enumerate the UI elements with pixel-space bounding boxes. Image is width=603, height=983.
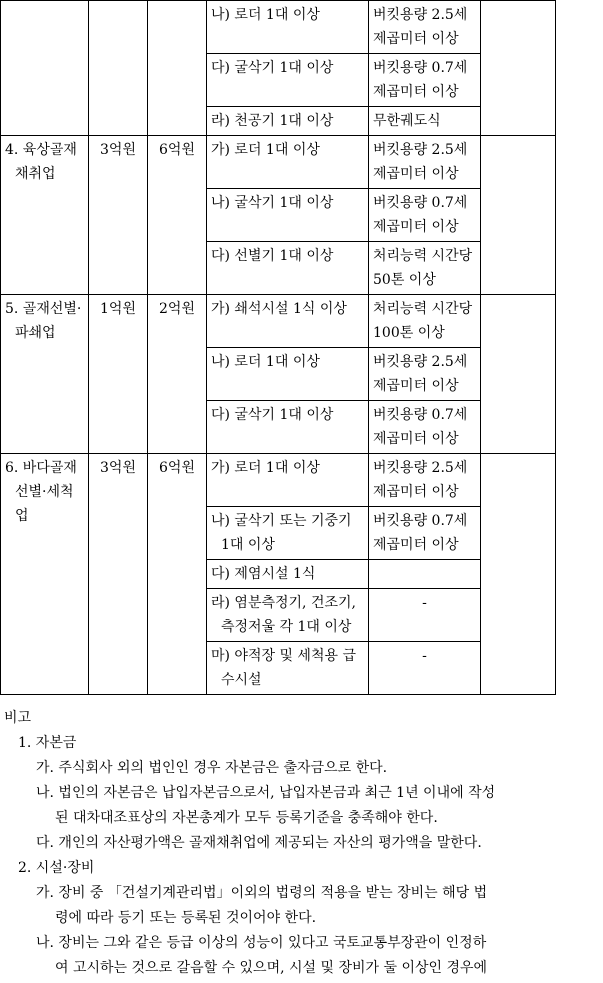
cell-empty	[481, 454, 556, 695]
spec-cell: 처리능력 시간당 100톤 이상	[369, 295, 481, 348]
spec-cell: 버킷용량 0.7세제곱미터 이상	[369, 401, 481, 454]
equipment-cell: 나) 로더 1대 이상	[207, 348, 369, 401]
equipment-cell: 다) 굴삭기 1대 이상	[207, 401, 369, 454]
cell-empty	[148, 1, 207, 136]
spec-cell: 버킷용량 0.7세제곱미터 이상	[369, 189, 481, 242]
spec-cell: 버킷용량 2.5세제곱미터 이상	[369, 1, 481, 54]
business-type-cell: 4. 육상골재채취업	[1, 136, 89, 295]
spec-cell: 무한궤도식	[369, 107, 481, 136]
spec-cell: 버킷용량 2.5세제곱미터 이상	[369, 454, 481, 507]
equipment-cell: 다) 선별기 1대 이상	[207, 242, 369, 295]
equipment-cell: 나) 굴삭기 1대 이상	[207, 189, 369, 242]
note-continuation: 여 고시하는 것으로 갈음할 수 있으며, 시설 및 장비가 둘 이상인 경우에	[55, 960, 488, 976]
table-row	[1, 136, 556, 189]
table-row	[1, 1, 556, 54]
spec-cell: -	[369, 642, 481, 695]
remarks-section	[0, 706, 603, 981]
cell-empty	[89, 1, 148, 136]
spec-cell: 버킷용량 0.7세제곱미터 이상	[369, 507, 481, 560]
spec-cell: 버킷용량 2.5세제곱미터 이상	[369, 348, 481, 401]
capital-corp-cell: 3억원	[89, 136, 148, 295]
equipment-cell: 라) 천공기 1대 이상	[207, 107, 369, 136]
business-type-cell: 5. 골재선별·파쇄업	[1, 295, 89, 454]
cell-empty	[1, 1, 89, 136]
cell-empty	[481, 1, 556, 136]
note-subitem: 나. 법인의 자본금은 납입자본금으로서, 납입자본금과 최근 1년 이내에 작성	[36, 785, 496, 801]
business-type-cell: 6. 바다골재선별·세척업	[1, 454, 89, 695]
table-row	[1, 295, 556, 348]
cell-empty	[481, 295, 556, 454]
equipment-cell: 라) 염분측정기, 건조기, 측정저울 각 1대 이상	[207, 589, 369, 642]
equipment-cell: 마) 야적장 및 세척용 급수시설	[207, 642, 369, 695]
equipment-cell: 가) 로더 1대 이상	[207, 136, 369, 189]
note-subitem: 가. 주식회사 외의 법인인 경우 자본금은 출자금으로 한다.	[36, 760, 388, 776]
note-item: 1. 자본금	[18, 735, 77, 751]
note-continuation: 된 대차대조표상의 자본총계가 모두 등록기준을 충족해야 한다.	[55, 810, 438, 826]
equipment-cell: 다) 굴삭기 1대 이상	[207, 54, 369, 107]
spec-cell	[369, 560, 481, 589]
table-row	[1, 454, 556, 507]
equipment-cell: 가) 쇄석시설 1식 이상	[207, 295, 369, 348]
capital-indiv-cell: 6억원	[148, 136, 207, 295]
capital-corp-cell: 1억원	[89, 295, 148, 454]
spec-cell: 버킷용량 2.5세제곱미터 이상	[369, 136, 481, 189]
capital-indiv-cell: 6억원	[148, 454, 207, 695]
note-item: 2. 시설·장비	[18, 860, 95, 876]
spec-cell: 버킷용량 0.7세제곱미터 이상	[369, 54, 481, 107]
spec-cell: 처리능력 시간당 50톤 이상	[369, 242, 481, 295]
capital-corp-cell: 3억원	[89, 454, 148, 695]
note-continuation: 령에 따라 등기 또는 등록된 것이어야 한다.	[55, 910, 317, 926]
capital-indiv-cell: 2억원	[148, 295, 207, 454]
cell-empty	[481, 136, 556, 295]
equipment-cell: 나) 굴삭기 또는 기중기 1대 이상	[207, 507, 369, 560]
spec-cell: -	[369, 589, 481, 642]
note-subitem: 다. 개인의 자산평가액은 골재채취업에 제공되는 자산의 평가액을 말한다.	[36, 835, 482, 851]
equipment-cell: 나) 로더 1대 이상	[207, 1, 369, 54]
equipment-cell: 가) 로더 1대 이상	[207, 454, 369, 507]
remarks-heading: 비고	[4, 710, 32, 726]
note-subitem: 나. 장비는 그와 같은 등급 이상의 성능이 있다고 국토교통부장관이 인정하	[36, 935, 487, 951]
equipment-cell: 다) 제염시설 1식	[207, 560, 369, 589]
note-subitem: 가. 장비 중 「건설기계관리법」이외의 법령의 적용을 받는 장비는 해당 법	[36, 885, 488, 901]
